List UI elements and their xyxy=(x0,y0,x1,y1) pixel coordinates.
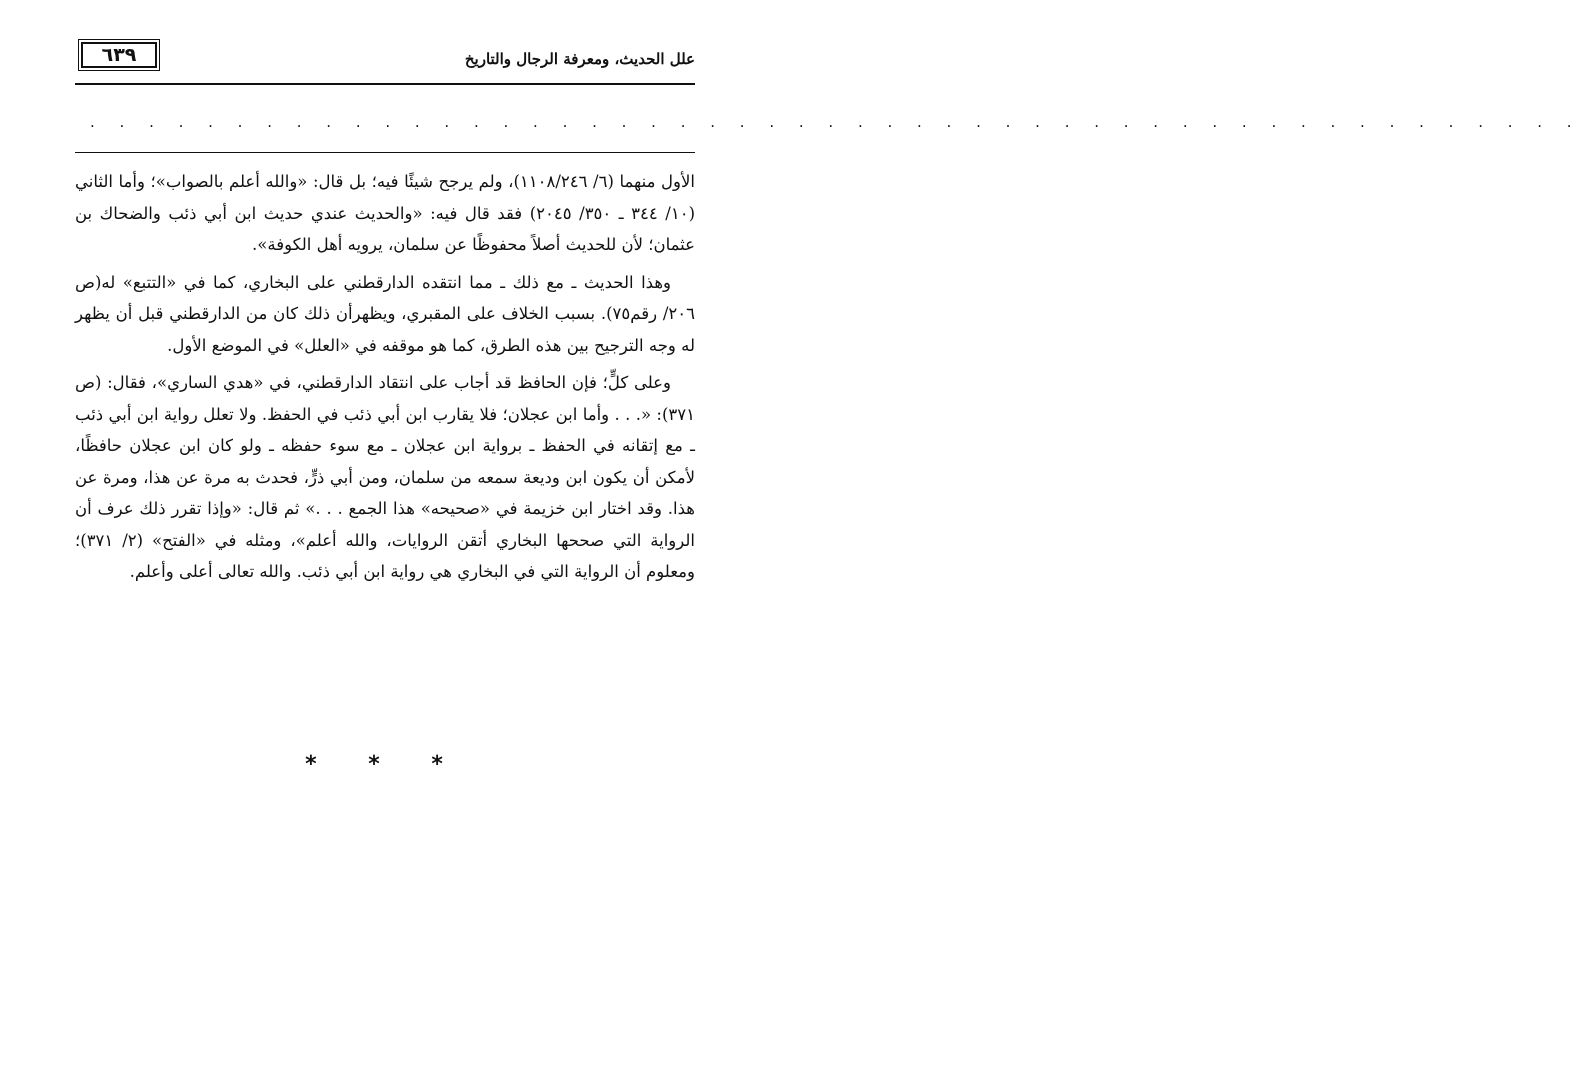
header-rule xyxy=(75,83,695,85)
body-text xyxy=(75,166,695,594)
end-ornament: * * * xyxy=(305,752,465,777)
page-header xyxy=(75,38,695,78)
running-title: علل الحديث، ومعرفة الرجال والتاريخ xyxy=(464,50,695,68)
paragraph-3: وعلى كلٍّ؛ فإن الحافظ قد أجاب على انتقاد الدارقطني، في «هدي الساري»، فقال: (ص ٣٧١): «. . . وأما ابن عجلان؛ فلا يقارب ابن أبي ذئب في الحفظ. ولا تعلل رواية ابن أبي ذئب ـ مع إتقانه في الحفظ ـ برواية ابن عجلان ـ مع سوء حفظه ـ ولو كان ابن عجلان حافظًا، لأمكن أن يكون ابن وديعة سمعه من سلمان، ومن أبي ذرٍّ، فحدث به مرة عن هذا، ومرة عن هذا. وقد اختار ابن خزيمة في «صحيحه» هذا الجمع . . .» ثم قال: «وإذا تقرر ذلك عرف أن الرواية التي صححها البخاري أتقن الروايات، والله أعلم»، ومثله في «الفتح» (٢/ ٣٧١)؛ ومعلوم أن الرواية التي في البخاري هي رواية ابن أبي ذئب. والله تعالى أعلى وأعلم. xyxy=(75,373,695,581)
paragraph-2: وهذا الحديث ـ مع ذلك ـ مما انتقده الدارقطني على البخاري، كما في «التتبع» له(ص ٢٠٦/ رقم٧٥). بسبب الخلاف على المقبري، ويظهرأن ذلك كان من الدارقطني قبل أن يظهر له وجه الترجيح بين هذه الطرق، كما هو موقفه في «العلل» في الموضع الأول. xyxy=(75,272,696,355)
page-number: ٦٣٩ xyxy=(81,42,157,68)
paragraph-1: الأول منهما (٦/ ١١٠٨/٢٤٦)، ولم يرجح شيئًا فيه؛ بل قال: «والله أعلم بالصواب»؛ وأما الثاني (١٠/ ٣٤٤ ـ ٣٥٠/ ٢٠٤٥) فقد قال فيه: «والحديث عندي حديث ابن أبي ذئب والضحاك بن عثمان؛ لأن للحديث أصلاً محفوظًا عن سلمان، يرويه أهل الكوفة». xyxy=(75,172,695,254)
section-rule xyxy=(75,152,695,153)
dotted-separator: . . . . . . . . . . . . . . . . . . . . . . . . . . . . . . . . . . . . . . . . . . . . . . . . . . . xyxy=(90,113,1582,131)
